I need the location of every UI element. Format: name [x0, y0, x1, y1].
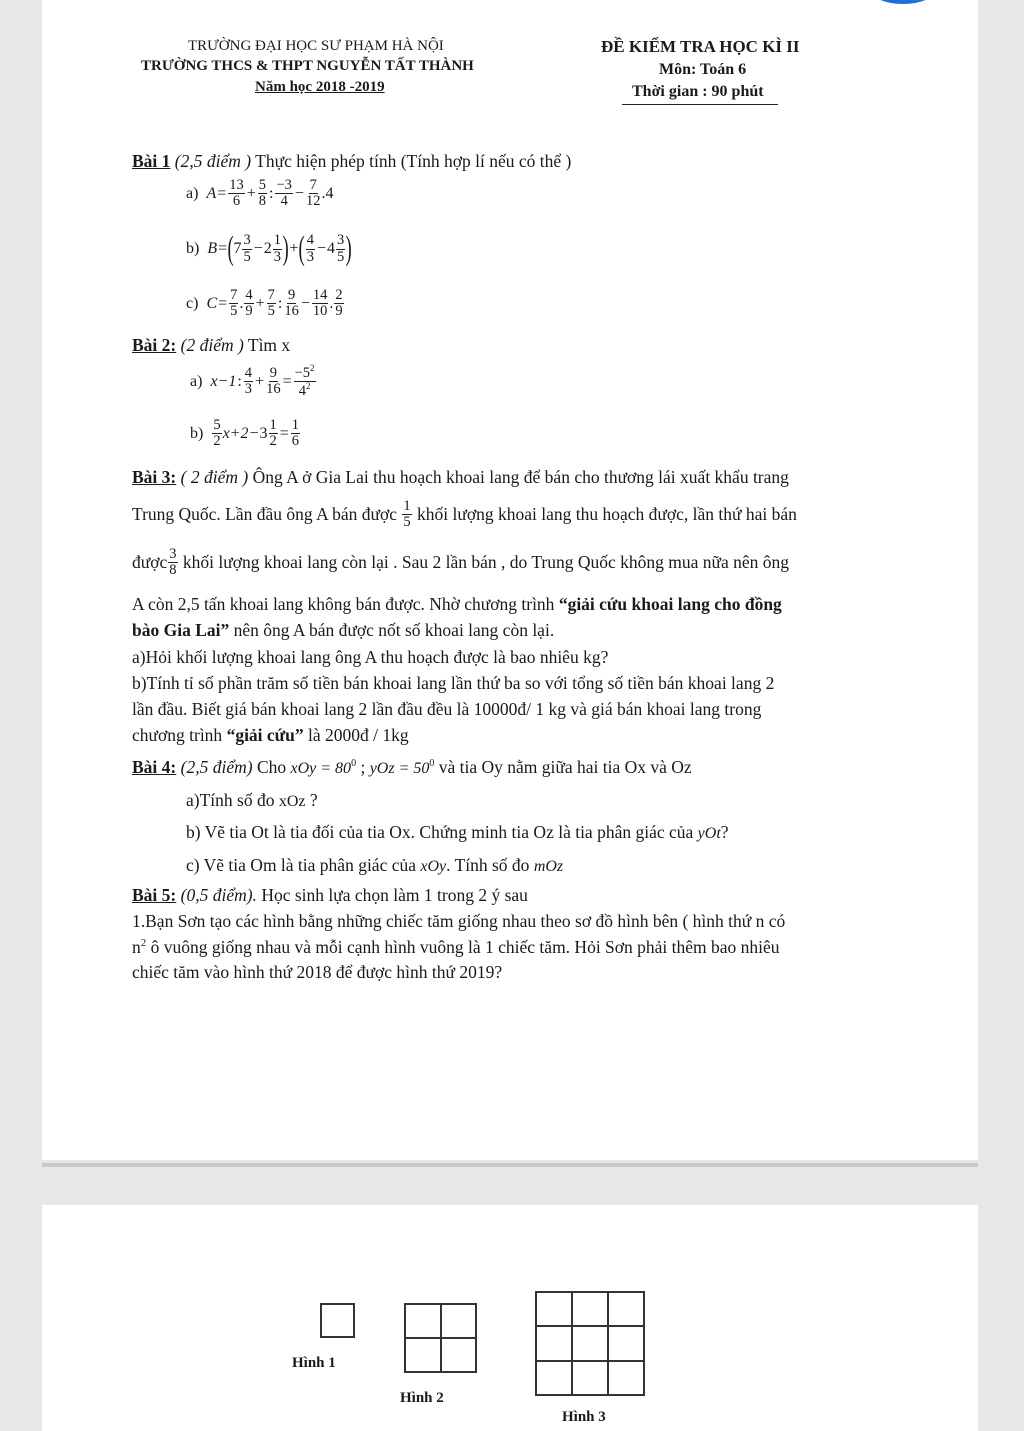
- bai4-b: b) Vẽ tia Ot là tia đối của tia Ox. Chứng minh tia Oz là tia phân giác của yOt?: [186, 822, 729, 842]
- bai3-line6: a)Hỏi khối lượng khoai lang ông A thu hoạch được là bao nhiêu kg?: [132, 647, 609, 667]
- bai1-b: b) B = ( 7 $\frac{3}{5}$ − 2 $\frac{1}{3}$ ) + ( $\frac{4}{3}$ − 4 $\frac{3}{5}$ ): [186, 230, 352, 267]
- bai2-label: Bài 2:: [132, 335, 177, 355]
- figure-page: [42, 1205, 978, 1431]
- bai3-line3: được $\frac{3}{8}$ khối lượng khoai lang còn lại . Sau 2 lần bán , do Trung Quốc không mua nữa nên ông: [132, 546, 790, 579]
- figure-2-grid: [404, 1303, 477, 1373]
- bai3-line7: b)Tính tỉ số phần trăm số tiền bán khoai lang lần thứ ba so với tổng số tiền bán khoai lang 2: [132, 673, 775, 693]
- bai5-line3: chiếc tăm vào hình thứ 2018 để được hình thứ 2019?: [132, 962, 503, 982]
- school-year: Năm học 2018 -2019: [255, 79, 385, 95]
- bai4-heading: Bài 4: (2,5 điểm) Cho xOy = $80^0$ ; yOz = $50^0$ và tia Oy nằm giữa hai tia Ox và Oz: [132, 757, 692, 777]
- school-line-1: TRƯỜNG ĐẠI HỌC SƯ PHẠM HÀ NỘI: [188, 38, 444, 54]
- bai4-points: (2,5 điểm): [180, 757, 253, 777]
- bai3-line5: bào Gia Lai” nên ông A bán được nốt số khoai lang còn lại.: [132, 620, 555, 640]
- header-underline: [622, 104, 778, 105]
- exam-duration: Thời gian : 90 phút: [632, 83, 764, 100]
- figure-1-grid: [320, 1303, 355, 1338]
- bai1-points: (2,5 điểm ): [174, 151, 252, 171]
- bai5-heading: Bài 5: (0,5 điểm). Học sinh lựa chọn làm 1 trong 2 ý sau: [132, 885, 528, 905]
- bai3-line9: chương trình “giải cứu” là 2000đ / 1kg: [132, 725, 409, 745]
- bai3-line2: Trung Quốc. Lần đầu ông A bán được $\frac{1}{5}$ khối lượng khoai lang thu hoạch được, lần thứ hai bán: [132, 498, 797, 531]
- bai2-points: (2 điểm ): [180, 335, 244, 355]
- bai5-line2: $n^2$ ô vuông giống nhau và mỗi cạnh hình vuông là 1 chiếc tăm. Hỏi Sơn phải thêm bao nhiêu: [132, 937, 780, 957]
- exam-page: [42, 0, 978, 1160]
- bai4-c: c) Vẽ tia Om là tia phân giác của xOy. Tính số đo mOz: [186, 855, 564, 875]
- bai1-text: Thực hiện phép tính (Tính hợp lí nếu có thể ): [255, 151, 572, 171]
- exam-title: ĐỀ KIỂM TRA HỌC KÌ II: [601, 37, 800, 56]
- bai4-label: Bài 4:: [132, 757, 177, 777]
- bai2-text: Tìm x: [247, 335, 291, 355]
- bai3-line1: Bài 3: ( 2 điểm ) Ông A ở Gia Lai thu hoạch khoai lang để bán cho thương lái xuất khẩu trang: [132, 467, 789, 487]
- page-separator: [42, 1163, 978, 1167]
- bai2-heading: [132, 335, 290, 356]
- bai1-heading: [132, 151, 571, 172]
- figure-2-caption: Hình 2: [400, 1390, 444, 1406]
- figure-3-caption: Hình 3: [562, 1409, 606, 1425]
- bai5-label: Bài 5:: [132, 885, 177, 905]
- bai2-b: b) $\frac{5}{2}$ x+2 − 3 $\frac{1}{2}$ = $\frac{1}{6}$: [190, 417, 300, 450]
- bai3-label: Bài 3:: [132, 467, 177, 487]
- bai2-a: a) x−1 : $\frac{4}{3}$ + $\frac{9}{16}$ = $\frac{-5^2}{4^2}$: [190, 363, 315, 399]
- bai5-points: (0,5 điểm).: [180, 885, 257, 905]
- bai1-c: c) C = $\frac{7}{5}$ . $\frac{4}{9}$ + $\frac{7}{5}$ : $\frac{9}{16}$ − $\frac{14}{10}$ . $\frac{2}{9}$: [186, 287, 343, 320]
- bai1-label: Bài 1: [132, 151, 171, 171]
- bai3-line4: A còn 2,5 tấn khoai lang không bán được. Nhờ chương trình “giải cứu khoai lang cho đồng: [132, 594, 782, 614]
- school-line-2: TRƯỜNG THCS & THPT NGUYỄN TẤT THÀNH: [141, 58, 474, 74]
- bai1-a: a) A = $\frac{13}{6}$ + $\frac{5}{8}$ : $\frac{-3}{4}$ − $\frac{7}{12}$ . 4: [186, 177, 334, 210]
- bai4-a: a)Tính số đo xOz ?: [186, 790, 318, 810]
- figure-3-grid: [535, 1291, 645, 1396]
- exam-subject: Môn: Toán 6: [659, 61, 747, 78]
- bai5-line1: 1.Bạn Sơn tạo các hình bằng những chiếc tăm giống nhau theo sơ đồ hình bên ( hình thứ n có: [132, 911, 786, 931]
- figure-1-caption: Hình 1: [292, 1355, 336, 1371]
- bai3-line8: lần đầu. Biết giá bán khoai lang 2 lần đầu đều là 10000đ/ 1 kg và giá bán khoai lang trong: [132, 699, 762, 719]
- bai3-points: ( 2 điểm ): [180, 467, 249, 487]
